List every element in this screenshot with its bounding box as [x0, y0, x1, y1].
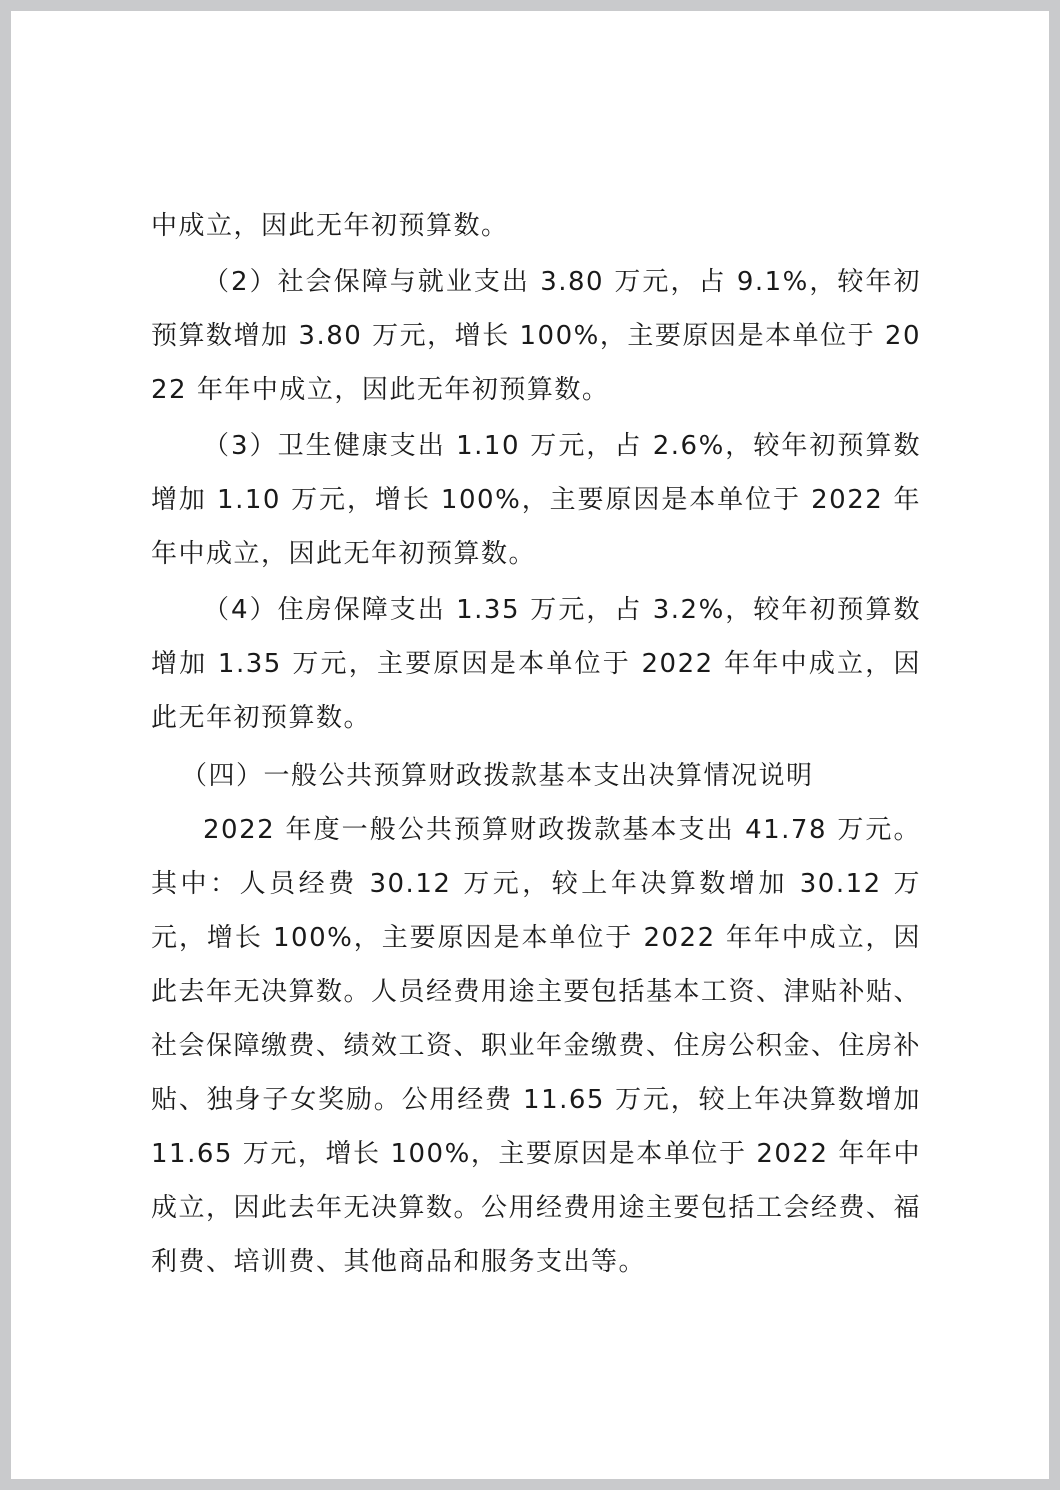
- document-body: [151, 199, 921, 1289]
- section-heading: （四）一般公共预算财政拨款基本支出决算情况说明: [181, 761, 814, 791]
- paragraph-health: （3）卫生健康支出 1.10 万元，占 2.6%，较年初预算数增加 1.10 万元，增长 100%，主要原因是本单位于 2022 年年中成立，因此无年初预算数。: [151, 431, 921, 569]
- paragraph-continuation: 中成立，因此无年初预算数。: [151, 211, 509, 241]
- paragraph-social-security: （2）社会保障与就业支出 3.80 万元，占 9.1%，较年初预算数增加 3.80 万元，增长 100%，主要原因是本单位于 2022 年年中成立，因此无年初预算数。: [151, 267, 921, 405]
- paragraph-basic-expenditure: 2022 年度一般公共预算财政拨款基本支出 41.78 万元。其中：人员经费 30.12 万元，较上年决算数增加 30.12 万元，增长 100%，主要原因是本单位于 2022 年年中成立，因此去年无决算数。人员经费用途主要包括基本工资、津贴补贴、社会保障缴费、绩效工资、职业年金缴费、住房公积金、住房补贴、独身子女奖励。公用经费 11.65 万元，较上年决算数增加 11.65 万元，增长 100%，主要原因是本单位于 2022 年年中成立，因此去年无决算数。公用经费用途主要包括工会经费、福利费、培训费、其他商品和服务支出等。: [151, 815, 922, 1277]
- paragraph-housing: （4）住房保障支出 1.35 万元，占 3.2%，较年初预算数增加 1.35 万元，主要原因是本单位于 2022 年年中成立，因此无年初预算数。: [151, 595, 921, 733]
- document-page: [11, 11, 1049, 1479]
